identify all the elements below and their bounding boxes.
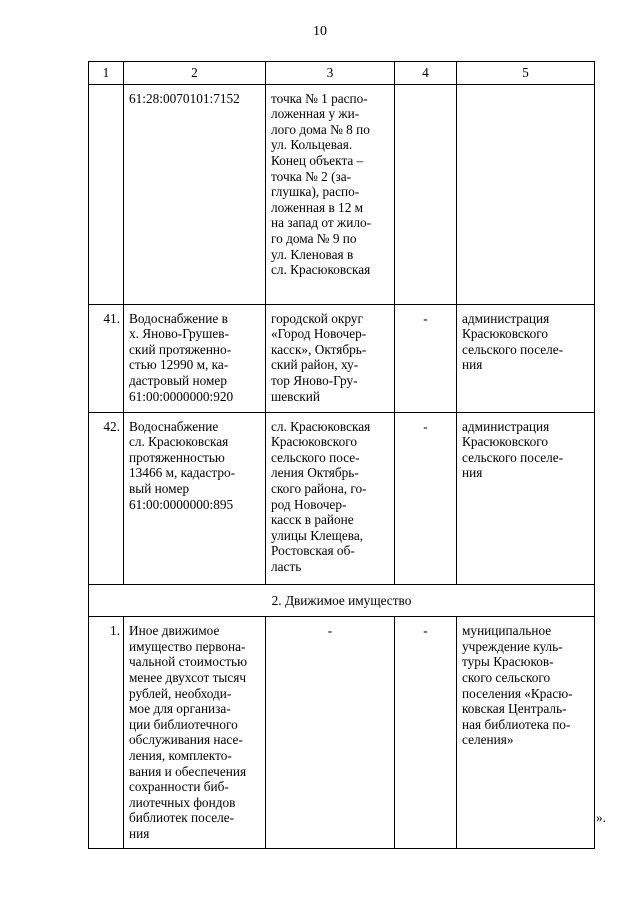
object-location: - [266,617,395,849]
row-number: 42. [89,412,124,584]
object-location: сл. Красюковская Красюковского сельского посе- ления Октябрь- ского района, го- род Новочер- касск в районе улицы Клещева, Ростовская об- ласть [266,412,395,584]
object-name: Водоснабжение сл. Красюковская протяженностью 13466 м, кадастро- вый номер 61:00:0000000:895 [124,412,266,584]
column-number-4: 4 [395,62,457,85]
table-row [89,304,595,412]
column-4-value: - [395,304,457,412]
section-title: 2. Движимое имущество [89,584,595,617]
object-name: Иное движимое имущество первона- чальной стоимостью менее двухсот тысяч рублей, необходи- мое для организа- ции библиотечного обслуживания насе- ления, комплекто- вания и обеспечения сохранности биб- лиотечных фондов библиотек поселе- ния [124,617,266,849]
column-4-value: - [395,412,457,584]
row-number: 41. [89,304,124,412]
row-number: 1. [89,617,124,849]
object-name: 61:28:0070101:7152 [124,84,266,304]
column-number-2: 2 [124,62,266,85]
column-number-3: 3 [266,62,395,85]
rights-holder: администрация Красюковского сельского поселе- ния [457,412,595,584]
table-row [89,412,595,584]
column-number-5: 5 [457,62,595,85]
rights-holder: муниципальное учреждение куль- туры Красюков- ского сельского поселения «Красю- ковская Централь- ная библиотека по- селения» [457,617,595,849]
column-4-value: - [395,617,457,849]
section-row [89,584,595,617]
property-register-table [88,61,595,849]
table-row [89,617,595,849]
page-number: 10 [313,24,327,39]
object-name: Водоснабжение в х. Яново-Грушев- ский протяженно- стью 12990 м, ка- дастровый номер 61:00:0000000:920 [124,304,266,412]
row-number [89,84,124,304]
object-location: точка № 1 распо- ложенная у жи- лого дома № 8 по ул. Кольцевая. Конец объекта – точка № 2 (за- глушка), распо- ложенная в 12 м на запад от жило- го дома № 9 по ул. Кленовая в сл. Красюковская [266,84,395,304]
rights-holder [457,84,595,304]
column-number-1: 1 [89,62,124,85]
rights-holder: администрация Красюковского сельского поселе- ния [457,304,595,412]
column-4-value [395,84,457,304]
object-location: городской округ «Город Новочер- касск», Октябрь- ский район, ху- тор Яново-Гру- шевский [266,304,395,412]
closing-quote: ». [596,810,606,825]
column-number-row [89,62,595,85]
table-row [89,84,595,304]
